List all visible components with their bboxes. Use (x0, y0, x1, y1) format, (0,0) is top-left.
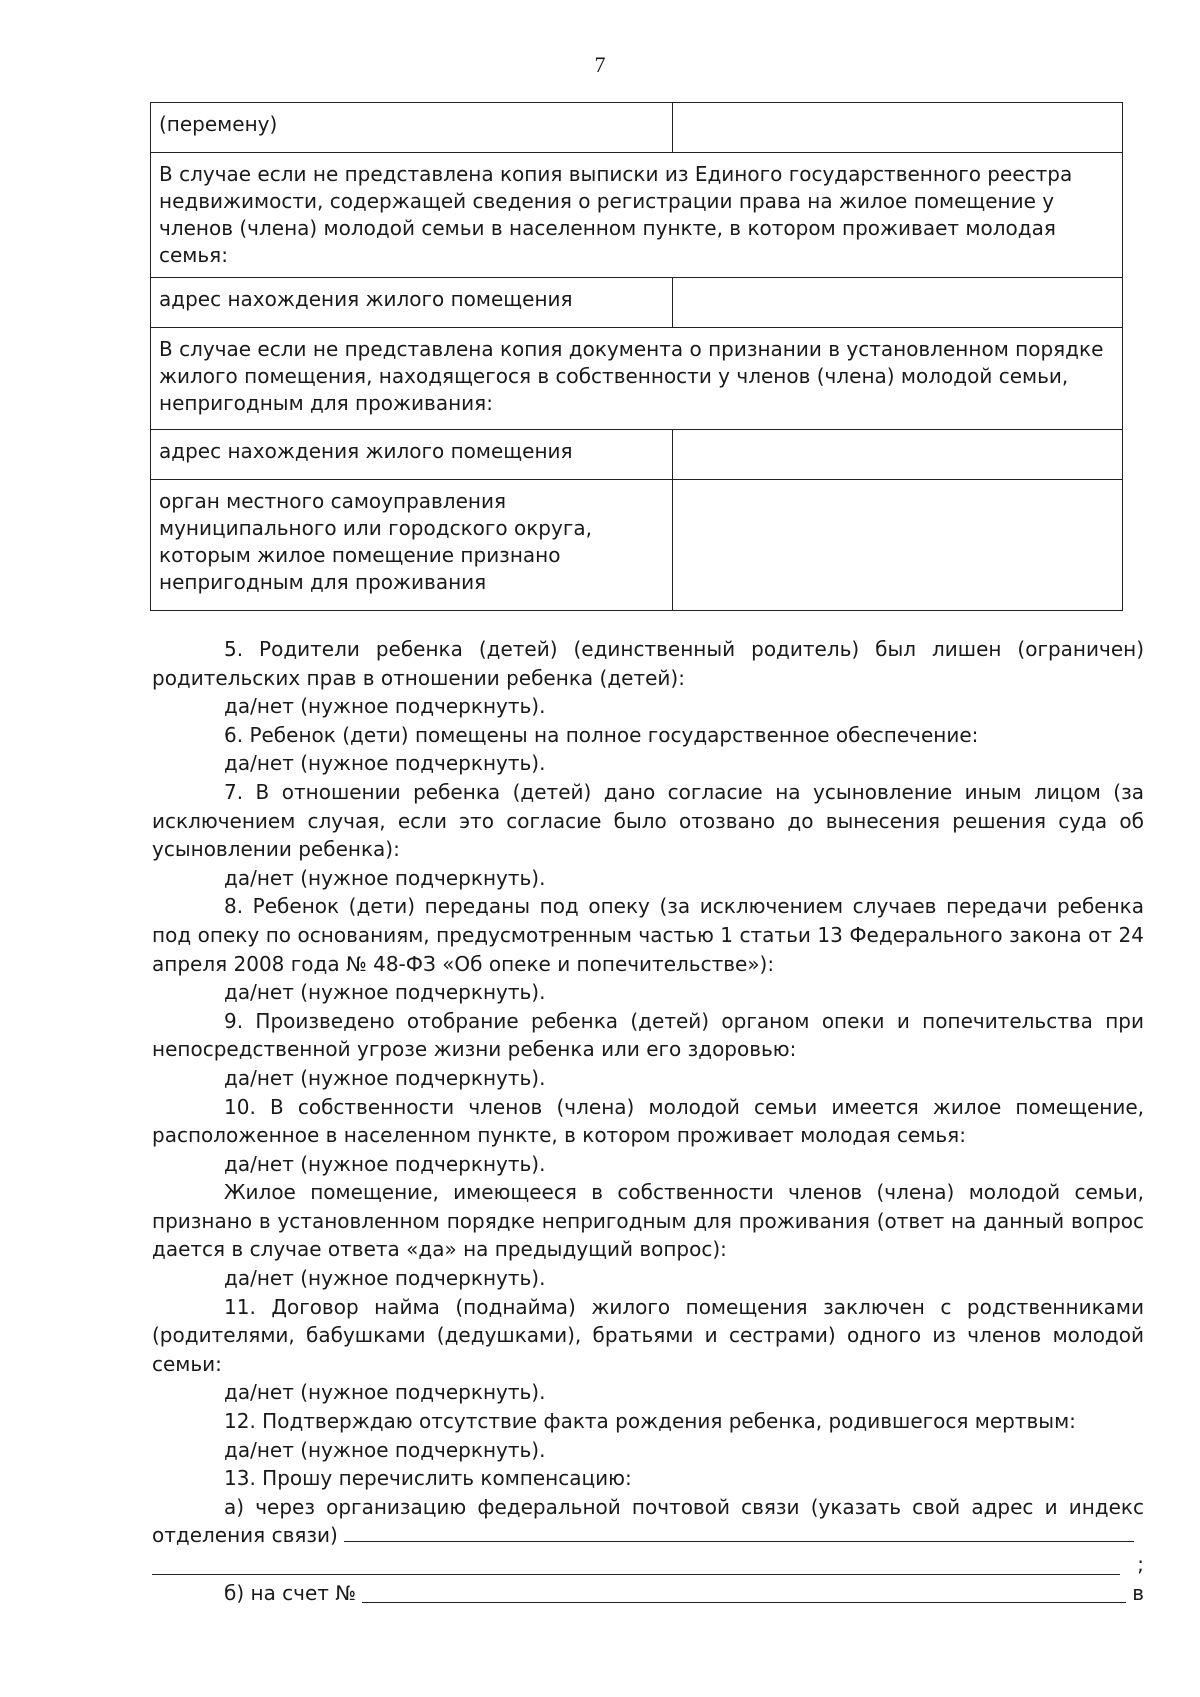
questionnaire-body (152, 635, 1144, 1607)
form-table (150, 102, 1123, 611)
table-row (151, 430, 1123, 480)
option-account-text: б) на счет № (224, 1580, 357, 1605)
question-9: 9. Произведено отобрание ребенка (детей) органом опеки и попечительства при непосредственной угрозе жизни ребенка или его здоровью: (152, 1008, 1144, 1062)
answer-11[interactable]: да/нет (нужное подчеркнуть). (224, 1380, 546, 1405)
answer-12[interactable]: да/нет (нужное подчеркнуть). (224, 1437, 546, 1462)
postal-address-line-2[interactable] (152, 1552, 1120, 1575)
page-number: 7 (594, 52, 606, 77)
question-11: 11. Договор найма (поднайма) жилого помещения заключен с родственниками (родителями, бабушками (дедушками), братьями и сестрами) одного из членов молодой семьи: (152, 1294, 1144, 1376)
answer-8[interactable]: да/нет (нужное подчеркнуть). (224, 980, 546, 1005)
question-12: 12. Подтверждаю отсутствие факта рождения ребенка, родившегося мертвым: (224, 1409, 1076, 1434)
option-postal (152, 1493, 1144, 1550)
table-cell-heading: В случае если не представлена копия документа о признании в установленном порядке жилого помещения, находящегося в собственности у членов (члена) молодой семьи, непригодным для проживания: (151, 328, 1123, 430)
postal-address-line[interactable] (344, 1521, 1134, 1542)
answer-10-followup[interactable]: да/нет (нужное подчеркнуть). (224, 1266, 546, 1291)
line-end-semicolon: ; (1137, 1552, 1144, 1576)
table-cell-label: адрес нахождения жилого помещения (151, 278, 673, 328)
table-row (151, 328, 1123, 430)
table-row (151, 480, 1123, 611)
option-account (152, 1579, 1144, 1608)
option-postal-text: а) через организацию федеральной почтовой связи (указать свой адрес и индекс отделения связи) (152, 1494, 1144, 1548)
table-cell-label: орган местного самоуправления муниципального или городского округа, которым жилое помещение признано непригодным для проживания (151, 480, 673, 611)
question-10: 10. В собственности членов (члена) молодой семьи имеется жилое помещение, расположенное в населенном пункте, в котором проживает молодая семья: (152, 1094, 1144, 1148)
question-7: 7. В отношении ребенка (детей) дано согласие на усыновление иным лицом (за исключением случая, если это согласие было отозвано до вынесения решения суда об усыновлении ребенка): (152, 779, 1144, 862)
line-end-v: в (1132, 1580, 1144, 1605)
account-number-line[interactable] (362, 1580, 1126, 1603)
answer-9[interactable]: да/нет (нужное подчеркнуть). (224, 1065, 546, 1090)
question-13: 13. Прошу перечислить компенсацию: (224, 1466, 632, 1491)
table-cell-value[interactable] (673, 103, 1123, 153)
question-5: 5. Родители ребенка (детей) (единственный родитель) был лишен (ограничен) родительских прав в отношении ребенка (детей): (152, 637, 1144, 690)
table-row (151, 103, 1123, 153)
table-cell-heading: В случае если не представлена копия выписки из Единого государственного реестра недвижимости, содержащей сведения о регистрации права на жилое помещение у членов (члена) молодой семьи в населенном пункте, в котором проживает молодая семья: (151, 153, 1123, 278)
table-row (151, 278, 1123, 328)
table-row (151, 153, 1123, 278)
table-cell-value[interactable] (673, 430, 1123, 480)
answer-7[interactable]: да/нет (нужное подчеркнуть). (224, 865, 546, 890)
answer-6[interactable]: да/нет (нужное подчеркнуть). (224, 751, 546, 776)
question-10-followup: Жилое помещение, имеющееся в собственности членов (члена) молодой семьи, признано в установленном порядке непригодным для проживания (ответ на данный вопрос дается в случае ответа «да» на предыдущий вопрос): (152, 1180, 1144, 1262)
postal-address-line-2-row (152, 1550, 1144, 1579)
question-6: 6. Ребенок (дети) помещены на полное государственное обеспечение: (224, 722, 979, 747)
answer-10[interactable]: да/нет (нужное подчеркнуть). (224, 1151, 546, 1176)
table-cell-value[interactable] (673, 480, 1123, 611)
table-cell-value[interactable] (673, 278, 1123, 328)
question-8: 8. Ребенок (дети) переданы под опеку (за исключением случаев передачи ребенка под опеку по основаниям, предусмотренным частью 1 статьи 13 Федерального закона от 24 апреля 2008 года № 48-ФЗ «Об опеке и попечительстве»): (152, 894, 1144, 976)
table-cell-label: адрес нахождения жилого помещения (151, 430, 673, 480)
answer-5[interactable]: да/нет (нужное подчеркнуть). (224, 694, 546, 719)
table-cell-label: (перемену) (151, 103, 673, 153)
